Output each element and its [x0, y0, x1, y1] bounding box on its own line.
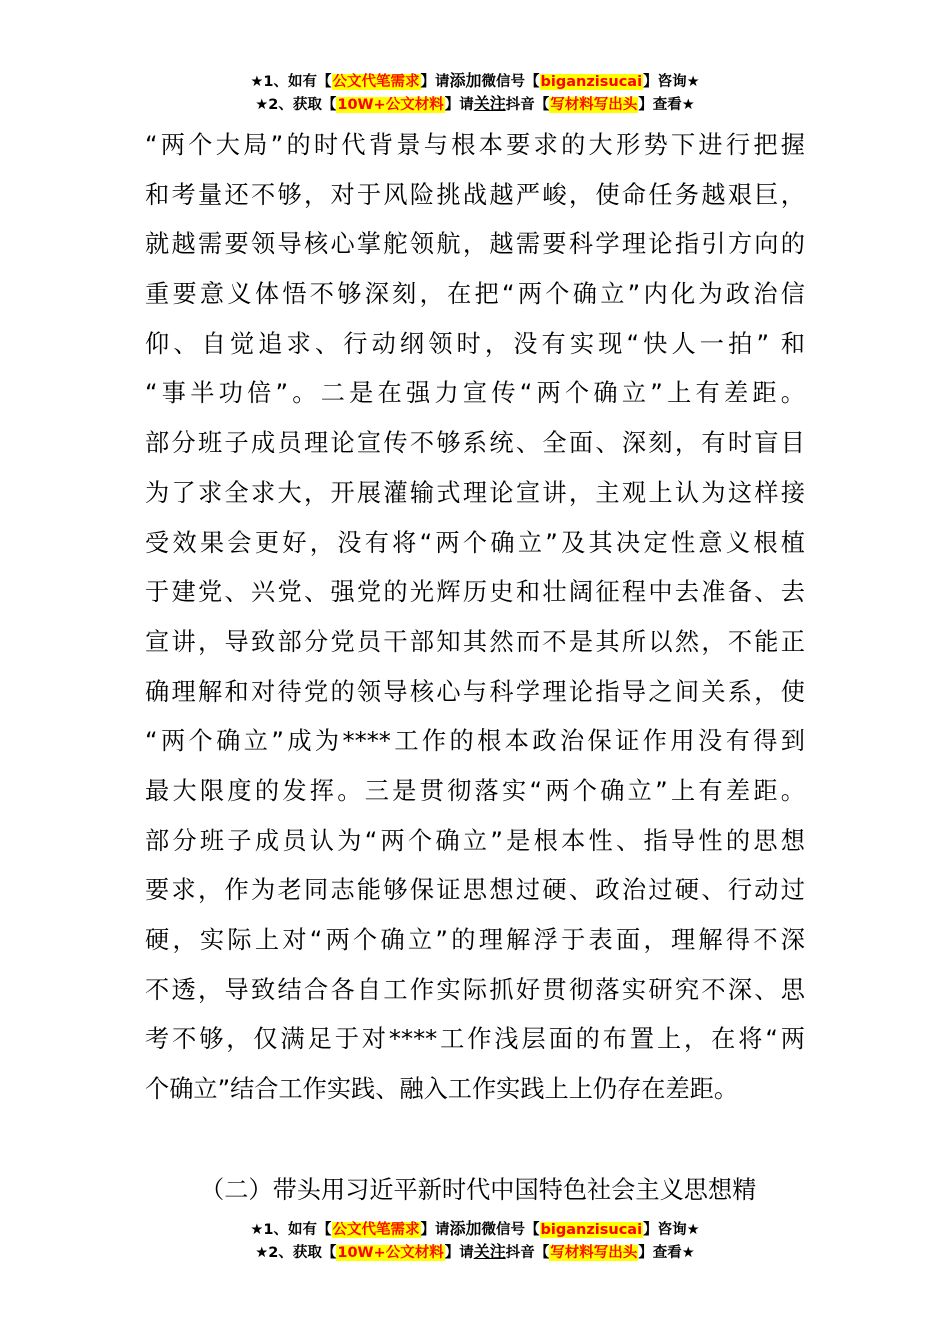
text-line: 要求，作为老同志能够保证思想过硬、政治过硬、行动过 [145, 876, 805, 905]
text-line: 部分班子成员理论宣传不够系统、全面、深刻，有时盲目 [145, 429, 805, 458]
text-line: 不透，导致结合各自工作实际抓好贯彻落实研究不深、思 [145, 975, 805, 1004]
body-paragraph [145, 121, 805, 1115]
ad-banner-bottom [0, 1218, 950, 1264]
highlight-douyin: 写材料写出头 [550, 1245, 638, 1261]
text-line: 硬，实际上对“两个确立”的理解浮于表面，理解得不深 [145, 926, 805, 954]
text-line: 受效果会更好，没有将“两个确立”及其决定性意义根植 [145, 528, 805, 557]
highlight-service: 公文代笔需求 [332, 1222, 420, 1238]
text-line: 就越需要领导核心掌舵领航，越需要科学理论指引方向的 [145, 230, 805, 259]
text-line: 部分班子成员认为“两个确立”是根本性、指导性的思想 [145, 826, 805, 855]
text-line: 为了求全求大，开展灌输式理论宣讲，主观上认为这样接 [145, 478, 805, 507]
text-line: 于建党、兴党、强党的光辉历史和壮阔征程中去准备、去 [145, 578, 805, 607]
text-line: “两个大局”的时代背景与根本要求的大形势下进行把握 [145, 131, 805, 159]
text-line: 确理解和对待党的领导核心与科学理论指导之间关系，使 [145, 677, 805, 706]
highlight-materials: 10W+公文材料 [337, 97, 444, 113]
text-line: 仰、自觉追求、行动纲领时，没有实现“快人一拍” 和 [145, 329, 805, 358]
highlight-wechat-id: biganzisucai [540, 74, 643, 90]
highlight-douyin: 写材料写出头 [550, 97, 638, 113]
text-line: “事半功倍”。二是在强力宣传“两个确立”上有差距。 [145, 379, 805, 408]
highlight-materials: 10W+公文材料 [337, 1245, 444, 1261]
text-line: 重要意义体悟不够深刻，在把“两个确立”内化为政治信 [145, 280, 805, 309]
highlight-service: 公文代笔需求 [332, 74, 420, 90]
ad-line-2: ★2、获取【10W+公文材料】请关注抖音【写材料写出头】查看★ [255, 1242, 695, 1261]
section-heading: （二）带头用习近平新时代中国特色社会主义思想精 [200, 1176, 757, 1204]
text-line: “两个确立”成为****工作的根本政治保证作用没有得到 [145, 727, 805, 756]
ad-line-2: ★2、获取【10W+公文材料】请关注抖音【写材料写出头】查看★ [255, 94, 695, 113]
highlight-wechat-id: biganzisucai [540, 1222, 643, 1238]
text-line: 考不够，仅满足于对****工作浅层面的布置上，在将“两 [145, 1025, 805, 1054]
ad-line-1: ★1、如有【公文代笔需求】请添加微信号【biganzisucai】咨询★ [250, 1219, 700, 1238]
text-line: 个确立”结合工作实践、融入工作实践上上仍存在差距。 [145, 1075, 739, 1104]
ad-line-1: ★1、如有【公文代笔需求】请添加微信号【biganzisucai】咨询★ [250, 71, 700, 90]
text-line: 最大限度的发挥。三是贯彻落实“两个确立”上有差距。 [145, 776, 805, 805]
text-line: 和考量还不够，对于风险挑战越严峻，使命任务越艰巨， [145, 180, 805, 209]
ad-banner-top [0, 70, 950, 116]
text-line: 宣讲，导致部分党员干部知其然而不是其所以然，不能正 [145, 627, 805, 656]
